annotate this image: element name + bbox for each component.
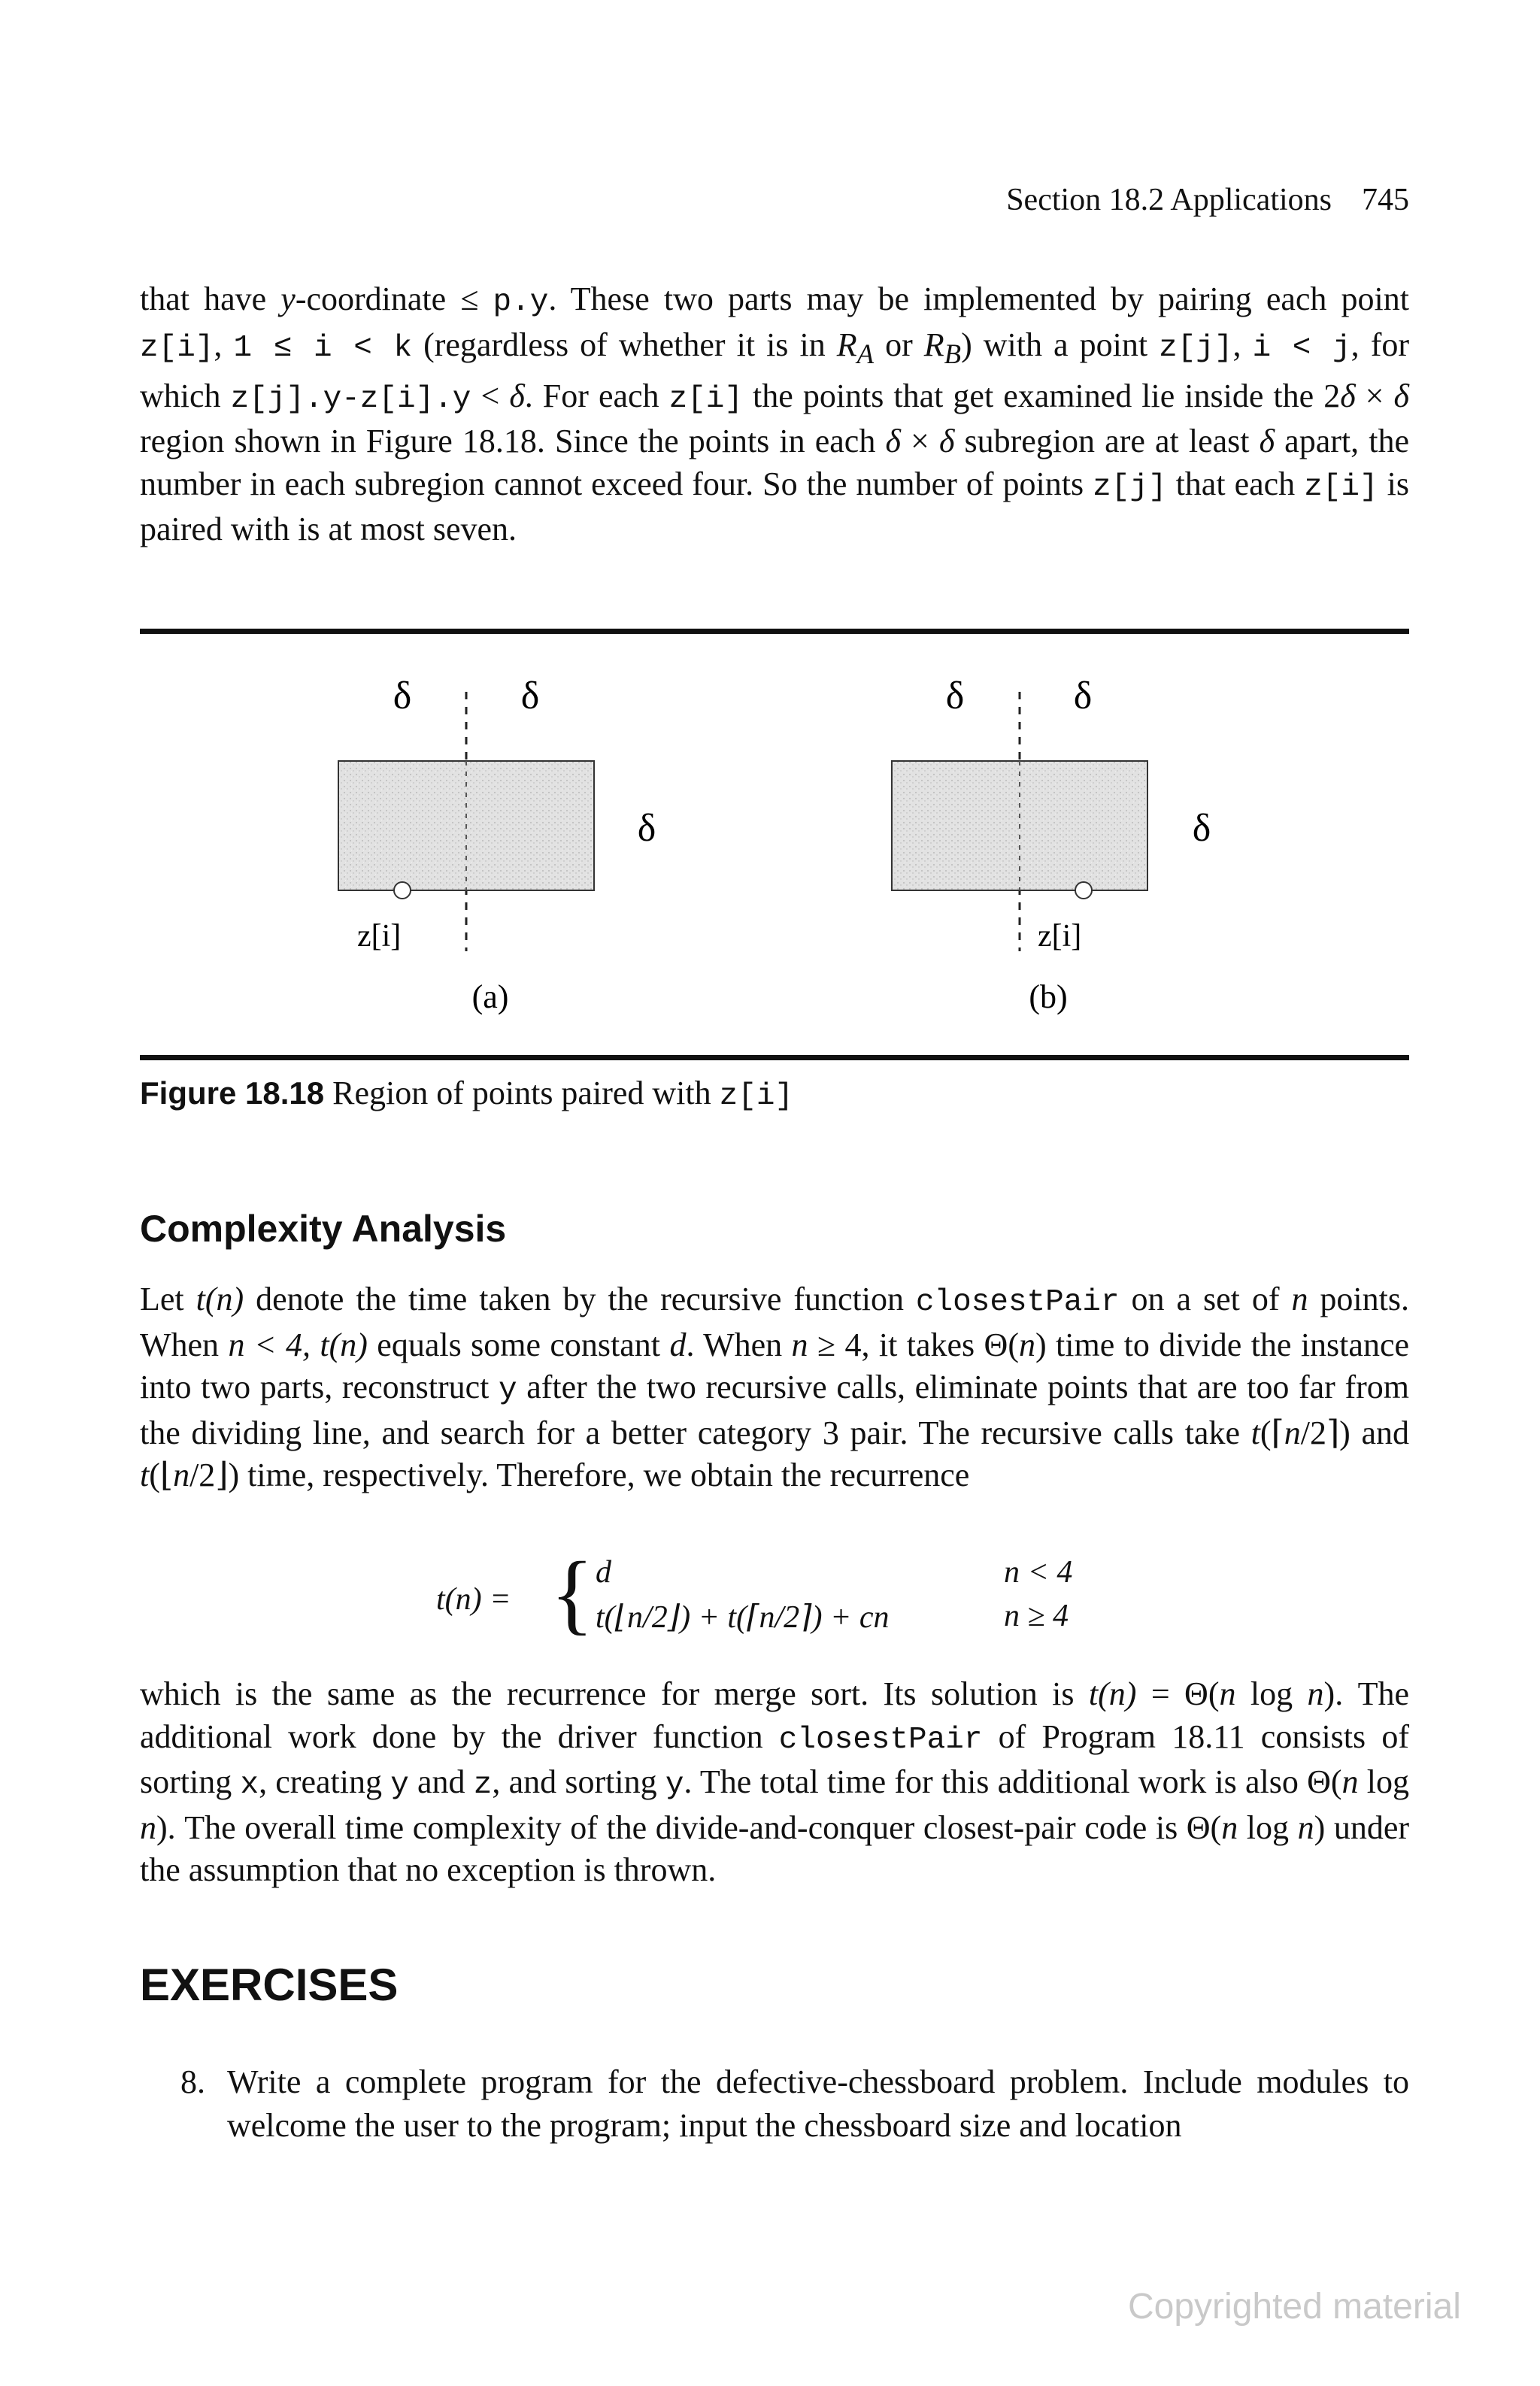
text-run: ≥ 4, it takes Θ( (808, 1326, 1019, 1363)
text-run: /2⌉) and (1300, 1414, 1409, 1451)
recurrence-equation (421, 1543, 1098, 1643)
text-run: n (1284, 1414, 1301, 1451)
code-run: y (390, 1768, 409, 1802)
text-run: region shown in Figure 18.18. Since the points in each (140, 423, 886, 460)
text-run: n (1221, 1808, 1238, 1846)
text-run: n (140, 1808, 156, 1846)
text-run: that have (140, 280, 281, 317)
code-run: z[i] (1304, 469, 1378, 505)
text-run: ) under the assumption that no exception is thrown. (140, 1808, 1409, 1888)
text-run: < (471, 377, 510, 414)
text-run: . These two parts may be implemented by pairing each point (548, 280, 1409, 317)
text-run: ). The additional work done by the driver function (140, 1675, 1410, 1755)
running-header (140, 182, 1409, 218)
paragraph-solution (140, 1673, 1409, 1892)
text-run: log (1358, 1763, 1409, 1800)
text-run: (⌊ (149, 1457, 174, 1493)
text-run: , (1232, 326, 1253, 363)
text-run: equals some constant (367, 1326, 670, 1363)
subfigure-label-a: (a) (471, 978, 509, 1015)
text-run: log (1235, 1675, 1308, 1712)
text-run: is paired with is at most seven. (140, 465, 1409, 548)
exercise-item (180, 2060, 1409, 2148)
text-run: (⌈ (1260, 1414, 1284, 1451)
exercises-heading: EXERCISES (140, 1960, 399, 2010)
text-run: t(n) (196, 1281, 244, 1317)
code-run: z[i] (668, 381, 743, 417)
subscript: A (856, 338, 875, 369)
point-z-i (394, 882, 411, 899)
equation-case-1: d (596, 1555, 611, 1590)
text-run: . When (686, 1326, 792, 1363)
text-run: y (280, 280, 296, 317)
text-run: , and sorting (492, 1763, 665, 1800)
delta-label-side: δ (637, 807, 656, 850)
text-run: n (1291, 1281, 1308, 1317)
text-run: δ (1393, 377, 1409, 414)
code-run: z[j] (1093, 469, 1167, 505)
text-run: = Θ( (1136, 1675, 1220, 1712)
point-label: z[i] (1038, 919, 1082, 953)
exercise-number: 8. (180, 2063, 205, 2100)
text-run: × (900, 423, 939, 460)
text-run: n (1219, 1675, 1236, 1712)
text-run: n (791, 1326, 808, 1363)
equation-case-2: t(⌊n/2⌋) + t(⌈n/2⌉) + cn (596, 1600, 890, 1635)
caption-label: Figure 18.18 (140, 1075, 325, 1111)
figure-bottom-rule (140, 1055, 1409, 1060)
subfigure-label-b: (b) (1029, 978, 1068, 1015)
text-run: apart, the number in each subregion cannot exceed four. So the number of points (140, 423, 1409, 502)
figure-18-18 (0, 647, 1540, 1053)
text-run: R (923, 326, 944, 363)
text-run: n (1341, 1763, 1359, 1800)
text-run: × (1355, 377, 1394, 414)
equation-condition-2: n ≥ 4 (1004, 1599, 1069, 1633)
code-run: y (665, 1768, 684, 1802)
page-number: 745 (1362, 183, 1409, 217)
equation-lhs: t(n) = (436, 1582, 511, 1617)
text-run: after the two recursive calls, eliminate points that are too far from the dividing line, and search for a better category 3 pair. The recursive calls take (140, 1369, 1409, 1451)
text-run: n (1307, 1675, 1324, 1712)
text-run: R (836, 326, 857, 363)
text-run: δ (938, 423, 955, 460)
text-run: which is the same as the recurrence for merge sort. Its solution is (140, 1675, 1089, 1712)
text-run: δ (509, 377, 525, 414)
text-run: -coordinate ≤ (295, 280, 493, 317)
text-run: . The total time for this additional work is also Θ( (684, 1763, 1342, 1800)
delta-label-side: δ (1192, 807, 1211, 850)
text-run: points. When (140, 1281, 1409, 1363)
code-run: closestPair (915, 1285, 1120, 1320)
text-run: or (874, 326, 924, 363)
delta-label-left: δ (393, 675, 412, 717)
code-run: closestPair (778, 1722, 983, 1757)
text-run: δ (1259, 423, 1275, 460)
code-run: 1 ≤ i < k (233, 330, 413, 365)
text-run: the points that get examined lie inside the 2 (743, 377, 1341, 414)
text-run: Let (140, 1281, 196, 1317)
paragraph-complexity (140, 1278, 1409, 1497)
equation-brace: { (550, 1543, 594, 1643)
text-run: n (173, 1457, 190, 1493)
figure-caption (140, 1074, 793, 1114)
code-run: z (473, 1768, 493, 1802)
text-run: d (669, 1326, 687, 1363)
text-run: δ (1340, 377, 1356, 414)
text-run: on a set of (1119, 1281, 1292, 1317)
text-run: (regardless of whether it is in (412, 326, 837, 363)
code-run: z[j] (1159, 330, 1233, 365)
exercise-text: Write a complete program for the defective-chessboard problem. Include modules to welcome the user to the program; input the chessboard size and location (227, 2063, 1409, 2144)
figure-top-rule (140, 629, 1409, 634)
text-run: /2⌋) time, respectively. Therefore, we obtain the recurrence (189, 1457, 970, 1493)
code-run: i < j (1252, 330, 1351, 365)
text-run: that each (1166, 465, 1305, 502)
paragraph-pairing (140, 278, 1409, 551)
diagram-b (892, 675, 1211, 1015)
caption-code: z[i] (719, 1079, 794, 1114)
text-run: ) with a point (961, 326, 1160, 363)
text-run: of Program 18.11 consists of sorting (140, 1717, 1409, 1800)
section-heading: Complexity Analysis (140, 1208, 507, 1250)
delta-label-left: δ (945, 675, 965, 717)
delta-label-right: δ (520, 675, 540, 717)
text-run: denote the time taken by the recursive function (244, 1281, 916, 1317)
text-run: t(n) (1088, 1675, 1137, 1712)
text-run: δ (885, 423, 901, 460)
text-run: , creating (259, 1763, 391, 1800)
text-run: n < 4, t(n) (228, 1326, 368, 1363)
caption-text: Region of points paired with (324, 1075, 720, 1111)
code-run: y (498, 1373, 517, 1408)
text-run: . For each (524, 377, 669, 414)
code-run: p.y (493, 285, 549, 320)
code-run: z[i] (140, 330, 214, 365)
diagram-a (338, 675, 656, 1015)
text-run: , for which (140, 326, 1410, 414)
text-run: ) time to divide the instance into two parts, reconstruct (140, 1326, 1409, 1405)
text-run: n (1019, 1326, 1035, 1363)
text-run: t (140, 1457, 150, 1493)
delta-label-right: δ (1073, 675, 1093, 717)
text-run: , (214, 326, 234, 363)
code-run: x (240, 1768, 259, 1802)
point-z-i (1075, 882, 1092, 899)
text-run: t (1250, 1414, 1260, 1451)
watermark: Copyrighted material (1128, 2287, 1461, 2327)
text-run: log (1238, 1808, 1298, 1846)
text-run: and (408, 1763, 474, 1800)
text-run: ). The overall time complexity of the divide-and-conquer closest-pair code is Θ( (156, 1808, 1222, 1846)
equation-condition-1: n < 4 (1004, 1555, 1073, 1590)
text-run: subregion are at least (954, 423, 1260, 460)
section-title: Section 18.2 Applications (1006, 183, 1332, 217)
point-label: z[i] (357, 919, 402, 953)
code-run: z[j].y-z[i].y (230, 381, 471, 417)
subscript: B (944, 338, 962, 369)
text-run: n (1297, 1808, 1314, 1846)
